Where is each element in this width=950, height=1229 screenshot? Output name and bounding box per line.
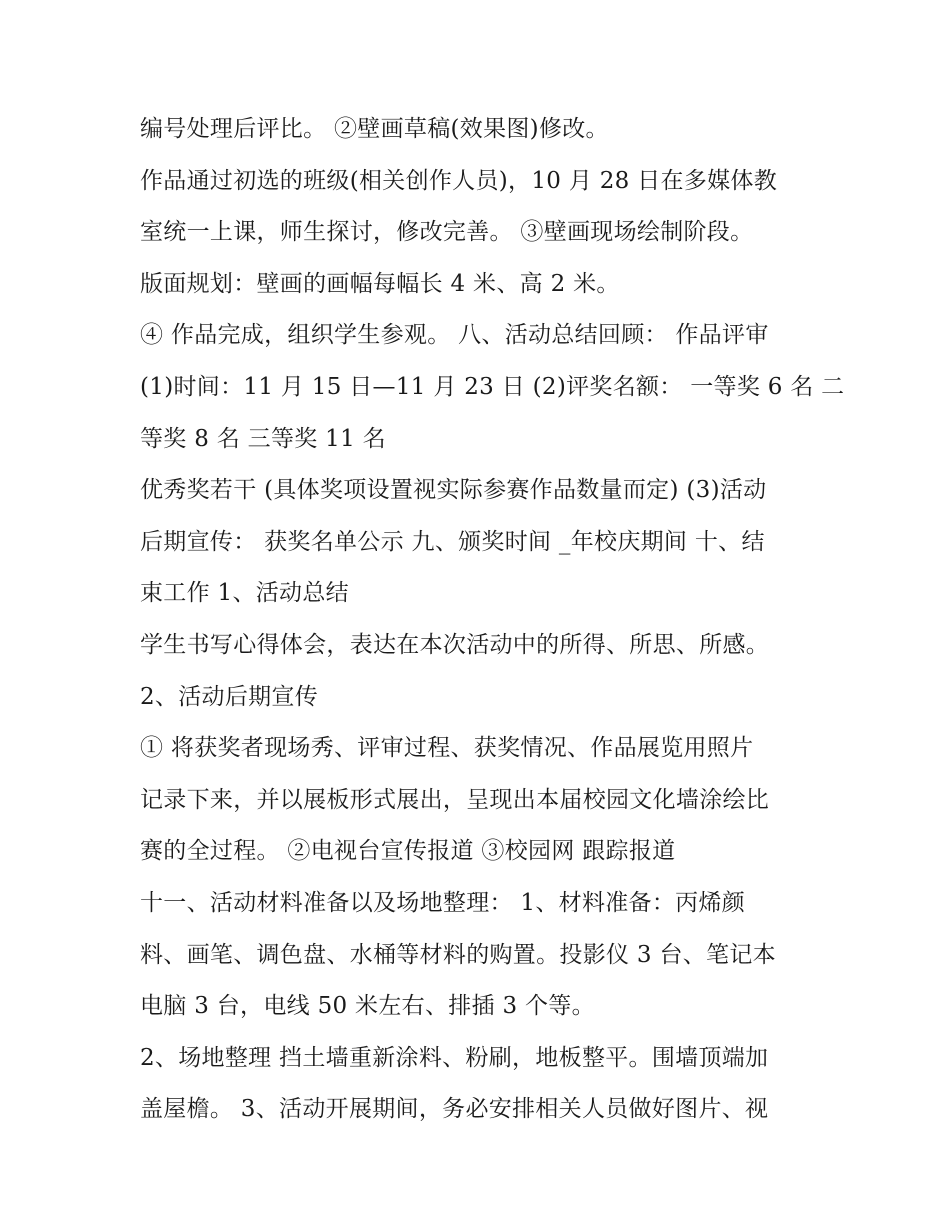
text-line: 2、活动后期宣传 — [140, 683, 319, 710]
text-line: 后期宣传： 获奖名单公示 九、颁奖时间 _年校庆期间 十、结 — [140, 528, 765, 555]
text-line: 版面规划：壁画的画幅每幅长 4 米、高 2 米。 — [140, 270, 620, 297]
text-line: 等奖 8 名 三等奖 11 名 — [140, 425, 386, 452]
text-line: 学生书写心得体会，表达在本次活动中的所得、所思、所感。 — [140, 631, 770, 658]
text-line: 优秀奖若干 (具体奖项设置视实际参赛作品数量而定) (3)活动 — [140, 477, 767, 504]
text-line: ④ 作品完成，组织学生参观。 八、活动总结回顾： 作品评审 — [140, 322, 769, 349]
text-line: 赛的全过程。 ②电视台宣传报道 ③校园网 跟踪报道 — [140, 838, 676, 865]
text-line: 盖屋檐。 3、活动开展期间，务必安排相关人员做好图片、视 — [140, 1096, 769, 1123]
text-line: 编号处理后评比。 ②壁画草稿(效果图)修改。 — [140, 116, 609, 142]
text-line: 作品通过初选的班级(相关创作人员)，10 月 28 日在多媒体教 — [140, 167, 778, 194]
text-line: 束工作 1、活动总结 — [140, 580, 349, 607]
text-line: 十一、活动材料准备以及场地整理： 1、材料准备：丙烯颜 — [140, 889, 746, 916]
document-body — [140, 104, 845, 1136]
text-line: (1)时间：11 月 15 日—11 月 23 日 (2)评奖名额： 一等奖 6 名 二 — [140, 373, 845, 400]
text-line: ① 将获奖者现场秀、评审过程、获奖情况、作品展览用照片 — [140, 735, 754, 762]
text-line: 室统一上课，师生探讨，修改完善。 ③壁画现场绘制阶段。 — [140, 219, 754, 246]
text-line: 2、场地整理 挡土墙重新涂料、粉刷，地板整平。围墙顶端加 — [140, 1044, 769, 1071]
text-line: 记录下来，并以展板形式展出，呈现出本届校园文化墙涂绘比 — [140, 786, 770, 813]
text-line: 料、画笔、调色盘、水桶等材料的购置。投影仪 3 台、笔记本 — [140, 941, 776, 968]
text-line: 电脑 3 台，电线 50 米左右、排插 3 个等。 — [140, 993, 595, 1020]
